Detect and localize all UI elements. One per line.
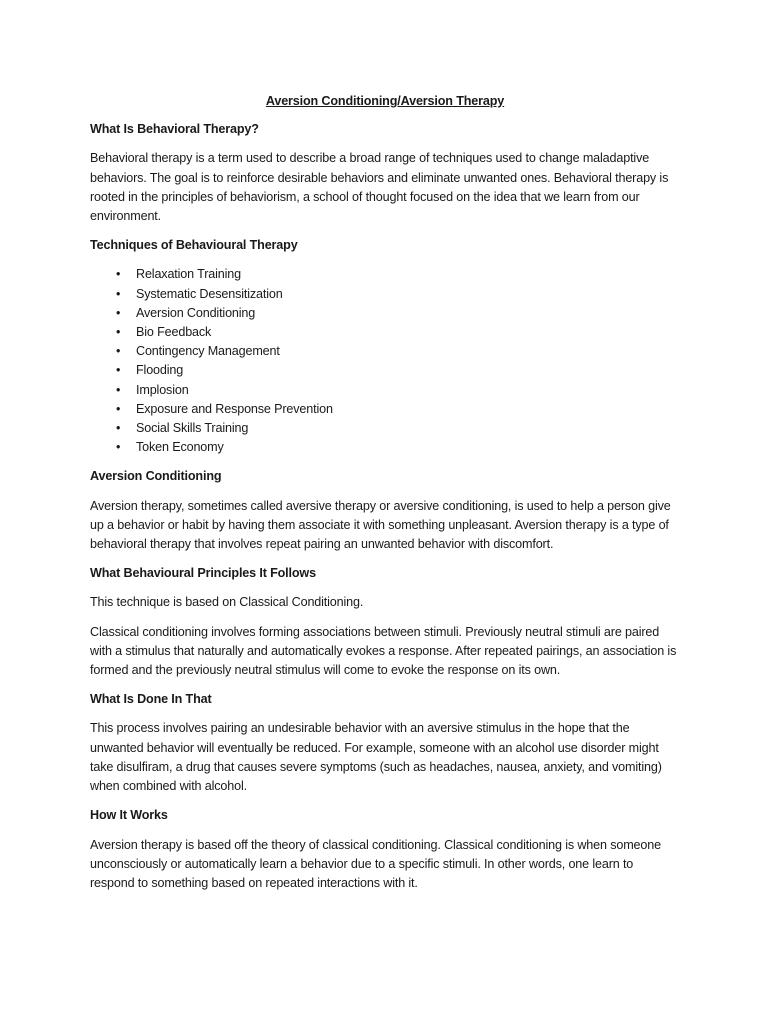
list-item-label: Implosion <box>136 382 189 397</box>
list-item <box>90 381 680 400</box>
list-item <box>90 361 680 380</box>
paragraph-aversion-conditioning: Aversion therapy, sometimes called aversive therapy or aversive conditioning, is used to help a person give up a behavior or habit by having them associate it with something unpleasant. Aversion therapy is a type of behavioral therapy that involves repeat pairing an unwanted behavior with discomfort. <box>90 498 671 552</box>
bullet-icon: • <box>116 440 121 455</box>
paragraph-behavioral-therapy: Behavioral therapy is a term used to describe a broad range of techniques used to change maladaptive behaviors. The goal is to reinforce desirable behaviors and eliminate unwanted ones. Behavioral therapy is rooted in the principles of behaviorism, a school of thought focused on the idea that we learn from our environment. <box>90 151 669 224</box>
list-item <box>90 265 680 284</box>
bullet-icon: • <box>116 401 121 416</box>
heading-what-is-done: What Is Done In That <box>90 692 212 707</box>
paragraph-classical-conditioning-definition: Classical conditioning involves forming associations between stimuli. Previously neutral stimuli are paired with a stimulus that naturally and automatically evokes a response. After repeated pairings, an association is formed and the previously neutral stimulus will come to evoke the response on its own. <box>90 624 677 678</box>
bullet-icon: • <box>116 267 121 282</box>
bullet-icon: • <box>116 286 121 301</box>
list-item-label: Aversion Conditioning <box>136 305 256 320</box>
list-item <box>90 400 680 419</box>
list-item-label: Flooding <box>136 363 184 378</box>
document-title: Aversion Conditioning/Aversion Therapy <box>265 94 505 108</box>
bullet-icon: • <box>116 325 121 340</box>
list-item-label: Social Skills Training <box>136 421 249 436</box>
bullet-icon: • <box>116 305 121 320</box>
list-item <box>90 438 680 457</box>
techniques-list <box>90 265 680 457</box>
heading-techniques: Techniques of Behavioural Therapy <box>90 238 298 253</box>
list-item-label: Relaxation Training <box>136 267 241 282</box>
heading-behavioural-principles: What Behavioural Principles It Follows <box>90 566 316 581</box>
paragraph-what-is-done: This process involves pairing an undesirable behavior with an aversive stimulus in the hope that the unwanted behavior will eventually be reduced. For example, someone with an alcohol use disorder might take disulfiram, a drug that causes severe symptoms (such as headaches, nausea, anxiety, and vomiting) when combined with alcohol. <box>90 721 662 794</box>
list-item-label: Bio Feedback <box>136 325 212 340</box>
list-item <box>90 342 680 361</box>
bullet-icon: • <box>116 382 121 397</box>
list-item-label: Systematic Desensitization <box>136 286 283 301</box>
list-item <box>90 285 680 304</box>
list-item <box>90 323 680 342</box>
document-page <box>90 92 680 903</box>
heading-aversion-conditioning: Aversion Conditioning <box>90 469 222 484</box>
heading-what-is-behavioral-therapy: What Is Behavioral Therapy? <box>90 122 259 137</box>
list-item <box>90 419 680 438</box>
bullet-icon: • <box>116 421 121 436</box>
list-item-label: Exposure and Response Prevention <box>136 401 333 416</box>
list-item-label: Token Economy <box>136 440 224 455</box>
list-item <box>90 304 680 323</box>
paragraph-classical-conditioning-basis: This technique is based on Classical Conditioning. <box>90 595 364 610</box>
list-item-label: Contingency Management <box>136 344 280 359</box>
bullet-icon: • <box>116 344 121 359</box>
heading-how-it-works: How It Works <box>90 808 168 823</box>
bullet-icon: • <box>116 363 121 378</box>
paragraph-how-it-works: Aversion therapy is based off the theory of classical conditioning. Classical conditioning is when someone unconsciously or automatically learn a behavior due to a specific stimuli. In other words, one learn to respond to something based on repeated interactions with it. <box>90 837 661 890</box>
